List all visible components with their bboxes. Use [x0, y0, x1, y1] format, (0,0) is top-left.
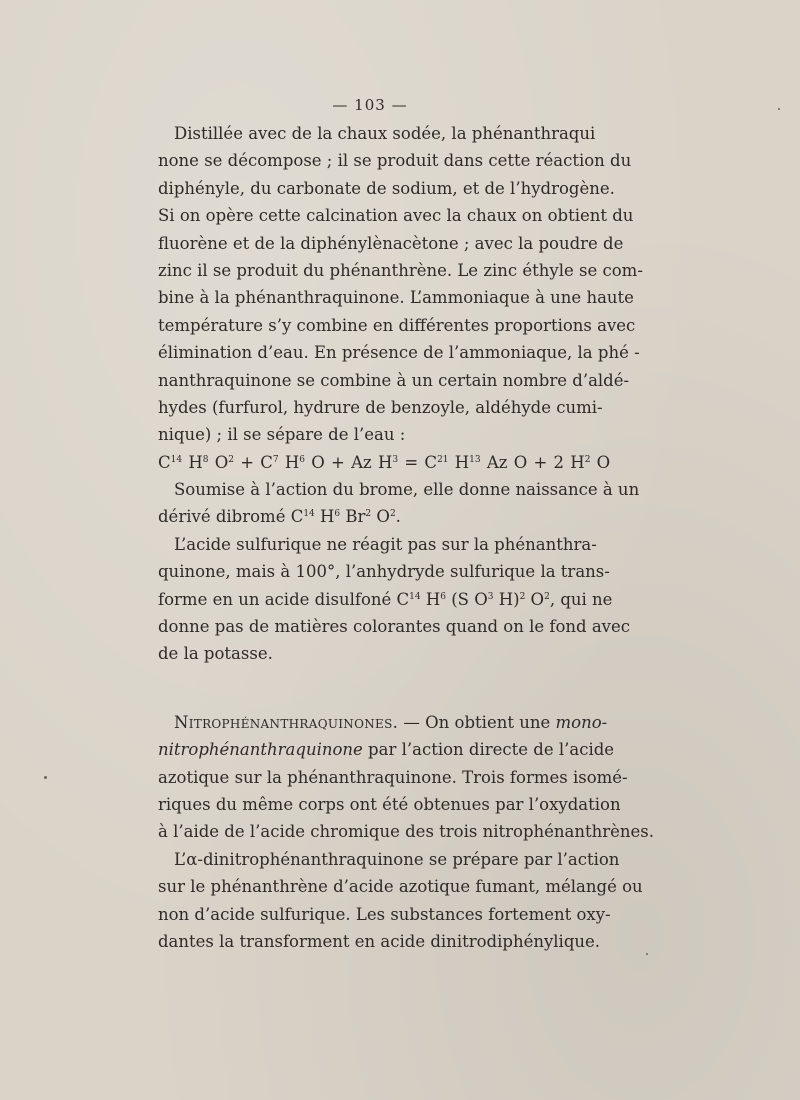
formula-text: = C — [398, 452, 438, 472]
formula-text: C — [158, 452, 171, 472]
paragraph-line: hydes (furfurol, hydrure de benzoyle, aldéhyde cumi- — [158, 397, 603, 417]
formula-subscript: 21 — [437, 454, 449, 465]
paragraph-sulfuric-line-3 — [158, 586, 613, 613]
paper-speck — [44, 776, 47, 779]
section-italic-term-2: nitrophénanthraquinone — [158, 740, 363, 760]
paragraph-dinitro-line-3: non d’acide sulfurique. Les substances fortement oxy- — [158, 904, 611, 924]
paragraph-line: Si on opère cette calcination avec la chaux on obtient du — [158, 206, 634, 226]
formula-text: Br — [340, 507, 366, 527]
formula-subscript: 14 — [409, 591, 421, 602]
formula-subscript: 6 — [299, 454, 306, 465]
section-nitro-line-5: à l’aide de l’acide chromique des trois nitrophénanthrènes. — [158, 822, 655, 842]
section-line-2-rest: par l’action directe de l’acide — [362, 740, 615, 760]
formula-text: dérivé dibromé C — [158, 507, 304, 527]
section-heading: Nitrophénanthraquinones. — [174, 712, 399, 732]
section-italic-term-1: mono- — [555, 712, 608, 732]
formula-text: H — [420, 589, 441, 609]
paragraph-line: nique) ; il se sépare de l’eau : — [158, 425, 406, 445]
formula-subscript: 2 — [365, 509, 372, 520]
formula-subscript: 2 — [389, 509, 396, 520]
formula-subscript: 13 — [469, 454, 481, 465]
formula-text: H — [448, 452, 470, 472]
formula-subscript: 14 — [303, 509, 315, 520]
formula-subscript: 8 — [202, 454, 209, 465]
paragraph-line: température s’y combine en différentes proportions avec — [158, 315, 636, 335]
formula-text: H — [182, 452, 203, 472]
section-nitro-line-2 — [158, 736, 615, 763]
paragraph-line: fluorène et de la diphénylènacètone ; avec la poudre de — [158, 233, 624, 253]
paragraph-line: none se décompose ; il se produit dans cette réaction du — [158, 151, 632, 171]
formula-text: , qui ne — [549, 589, 613, 609]
paragraph-dinitro-line-1: L’α-dinitrophénanthraquinone se prépare par l’action — [174, 849, 620, 869]
formula-subscript: 6 — [440, 591, 446, 602]
formula-subscript: 2 — [544, 591, 550, 602]
formula-text: O — [371, 507, 390, 527]
formula-subscript: 3 — [487, 591, 494, 602]
formula-subscript: 2 — [584, 454, 591, 465]
paper-speck — [778, 108, 780, 110]
formula-text: Az O + 2 H — [480, 452, 585, 472]
formula-text: H — [314, 507, 335, 527]
paragraph-line: zinc il se produit du phénanthrène. Le zinc éthyle se com- — [158, 260, 643, 280]
paragraph-bromine-line-2 — [158, 503, 570, 530]
formula-text: O — [525, 589, 545, 609]
formula-text: H — [278, 452, 300, 472]
section-nitro-line-1 — [158, 709, 608, 736]
paragraph-bromine-line-1: Soumise à l’action du brome, elle donne naissance à un — [174, 480, 640, 500]
paragraph-sulfuric-line-5: de la potasse. — [158, 644, 273, 664]
paragraph-sulfuric-line-2: quinone, mais à 100°, l’anhydryde sulfurique la trans- — [158, 562, 610, 582]
paragraph-phenanthraquinone-reactions — [158, 120, 643, 449]
paragraph-line: Distillée avec de la chaux sodée, la phénanthraqui — [174, 124, 596, 143]
formula-subscript: 7 — [272, 454, 279, 465]
formula-text: O — [590, 452, 611, 472]
chemical-equation — [158, 449, 611, 476]
formula-subscript: 6 — [334, 509, 341, 520]
formula-text: forme en un acide disulfoné C — [158, 589, 410, 609]
formula-subscript: 2 — [228, 454, 234, 465]
section-gap-2 — [158, 695, 570, 709]
paragraph-line: diphényle, du carbonate de sodium, et de l’hydrogène. — [158, 178, 615, 198]
section-heading-dash: — On obtient une — [398, 712, 556, 732]
paragraph-line: élimination d’eau. En présence de l’ammoniaque, la phé - — [158, 343, 640, 363]
formula-text: . — [395, 507, 401, 527]
formula-text: H) — [493, 589, 520, 609]
paragraph-sulfuric-line-4: donne pas de matières colorantes quand on le fond avec — [158, 617, 630, 637]
page-number: — 103 — — [332, 96, 408, 114]
paragraph-dinitro-line-2: sur le phénanthrène d’acide azotique fumant, mélangé ou — [158, 877, 643, 897]
formula-text: (S O — [446, 589, 488, 609]
paper-speck — [646, 953, 648, 955]
paragraph-line: bine à la phénanthraquinone. L’ammoniaque à une haute — [158, 288, 634, 308]
formula-text: O + Az H — [305, 452, 393, 472]
section-gap — [158, 668, 570, 695]
section-nitro-line-3: azotique sur la phénanthraquinone. Trois formes isomé- — [158, 767, 628, 787]
formula-subscript: 2 — [519, 591, 526, 602]
formula-subscript: 14 — [170, 454, 183, 465]
formula-text: + C — [233, 452, 273, 472]
formula-text: O — [208, 452, 229, 472]
body-text — [158, 120, 655, 955]
paragraph-sulfuric-line-1: L’acide sulfurique ne réagit pas sur la phénanthra- — [174, 534, 597, 554]
formula-subscript: 3 — [392, 454, 399, 465]
paragraph-line: nanthraquinone se combine à un certain nombre d’aldé- — [158, 370, 630, 390]
paragraph-dinitro-line-4: dantes la transforment en acide dinitrodiphénylique. — [158, 931, 601, 951]
section-nitro-line-4: riques du même corps ont été obtenues par l’oxydation — [158, 794, 621, 814]
